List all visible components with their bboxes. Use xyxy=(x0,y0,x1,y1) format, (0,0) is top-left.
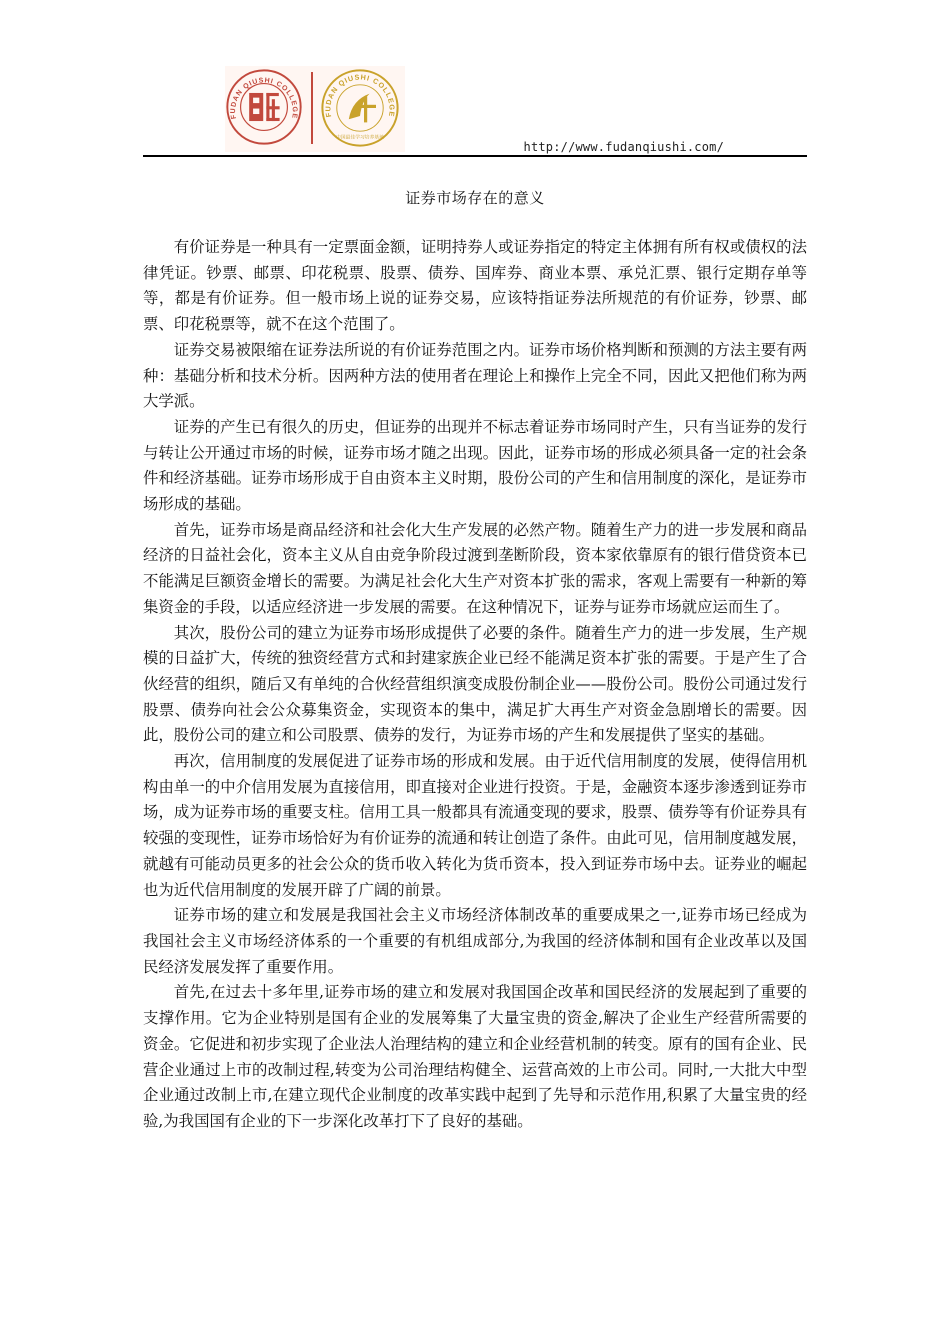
header-url[interactable]: http://www.fudanqiushi.com/ xyxy=(523,140,724,154)
logo-divider xyxy=(311,72,313,144)
svg-text:FUDAN QIUSHI COLLEGE: FUDAN QIUSHI COLLEGE xyxy=(230,77,298,120)
paragraph: 其次，股份公司的建立为证券市场形成提供了必要的条件。随着生产力的进一步发展，生产规模的日益扩大，传统的独资经营方式和封建家族企业已经不能满足资本扩张的需要。于是产生了合伙经营的组织，随后又有单纯的合伙经营组织演变成股份制企业——股份公司。股份公司通过发行股票、债券向社会公众募集资金，实现资本的集中，满足扩大再生产对资金急剧增长的需要。因此，股份公司的建立和公司股票、债券的发行，为证券市场的产生和发展提供了坚实的基础。 xyxy=(143,623,807,745)
paragraph: 再次，信用制度的发展促进了证券市场的形成和发展。由于近代信用制度的发展，使得信用机构由单一的中介信用发展为直接信用，即直接对企业进行投资。于是，金融资本逐步渗透到证券市场，成为证券市场的重要支柱。信用工具一般都具有流通变现的要求，股票、债券等有价证券具有较强的变现性，证券市场恰好为有价证券的流通和转让创造了条件。由此可见，信用制度越发展，就越有可能动员更多的社会公众的货币收入转化为货币资本，投入到证券市场中去。证券业的崛起也为近代信用制度的发展开辟了广阔的前景。 xyxy=(143,752,807,899)
paragraph: 证券市场的建立和发展是我国社会主义市场经济体制改革的重要成果之一,证券市场已经成为我国社会主义市场经济体系的一个重要的有机组成部分,为我国的经济体制和国有企业改革以及国民经济发展发挥了重要作用。 xyxy=(143,906,807,976)
college-seal-right-icon xyxy=(320,68,400,148)
paragraph: 首先,在过去十多年里,证券市场的建立和发展对我国国企改革和国民经济的发展起到了重要的支撑作用。它为企业特别是国有企业的发展筹集了大量宝贵的资金,解决了企业生产经营所需要的资金。它促进和初步实现了企业法人治理结构的建立和企业经营机制的转变。原有的国有企业、民营企业通过上市的改制过程,转变为公司治理结构健全、运营高效的上市公司。同时,一大批大中型企业通过改制上市,在建立现代企业制度的改革实践中起到了先导和示范作用,积累了大量宝贵的经验,为我国国有企业的下一步深化改革打下了良好的基础。 xyxy=(143,983,807,1130)
paragraph: 证券的产生已有很久的历史，但证券的出现并不标志着证券市场同时产生，只有当证券的发行与转让公开通过市场的时候，证券市场才随之出现。因此，证券市场的形成必须具备一定的社会条件和经济基础。证券市场形成于自由资本主义时期，股份公司的产生和信用制度的深化，是证券市场形成的基础。 xyxy=(143,417,807,514)
page-header xyxy=(143,66,807,158)
college-logo xyxy=(225,66,405,152)
document-body xyxy=(143,235,807,1135)
svg-text:FUDAN QIUSHI COLLEGE: FUDAN QIUSHI COLLEGE xyxy=(323,72,397,118)
paragraph: 证券交易被限缩在证券法所说的有价证券范围之内。证券市场价格判断和预测的方法主要有两种：基础分析和技术分析。因两种方法的使用者在理论上和操作上完全不同，因此又把他们称为两大学派。 xyxy=(143,340,807,411)
svg-text:中国最佳学习培养基地: 中国最佳学习培养基地 xyxy=(336,135,384,141)
college-seal-left-icon xyxy=(225,68,303,146)
paragraph: 有价证券是一种具有一定票面金额，证明持券人或证券指定的特定主体拥有所有权或债权的法律凭证。钞票、邮票、印花税票、股票、债券、国库券、商业本票、承兑汇票、银行定期存单等等，都是有价证券。但一般市场上说的证券交易，应该特指证券法所规范的有价证券，钞票、邮票、印花税票等，就不在这个范围了。 xyxy=(143,238,807,334)
header-rule xyxy=(143,155,807,157)
paragraph: 首先，证券市场是商品经济和社会化大生产发展的必然产物。随着生产力的进一步发展和商品经济的日益社会化，资本主义从自由竞争阶段过渡到垄断阶段，资本家依靠原有的银行借贷资本已不能满足巨额资金增长的需要。为满足社会化大生产对资本扩张的需求，客观上需要有一种新的筹集资金的手段，以适应经济进一步发展的需要。在这种情况下，证券与证券市场就应运而生了。 xyxy=(143,520,807,616)
document-title: 证券市场存在的意义 xyxy=(405,189,545,207)
